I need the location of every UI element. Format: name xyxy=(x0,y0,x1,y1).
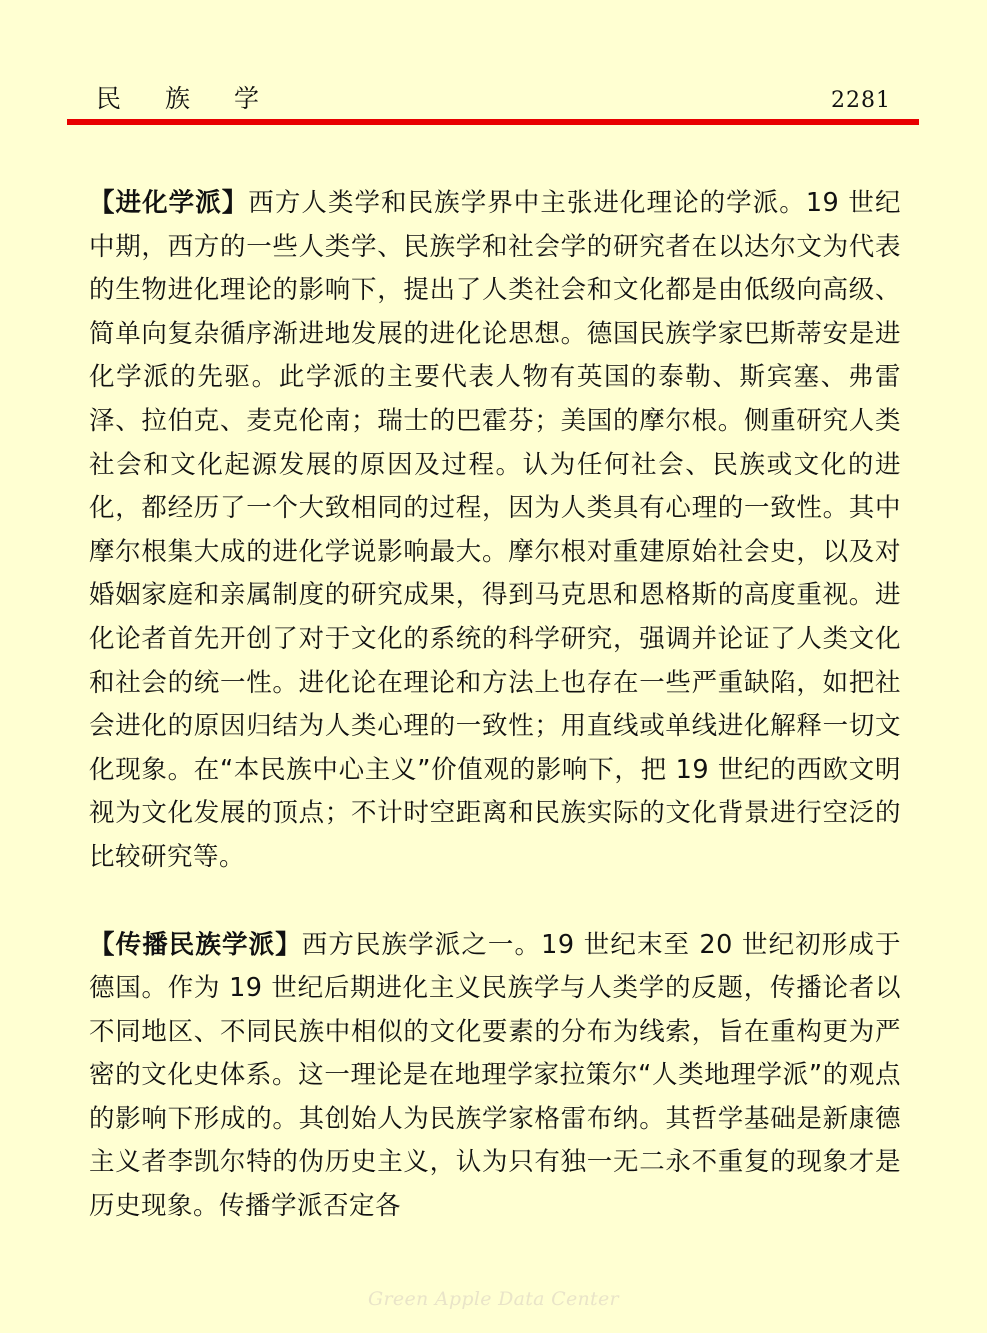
header-rule xyxy=(67,119,919,125)
entry-term: 【传播民族学派】 xyxy=(89,929,302,960)
entry-definition: 西方民族学派之一。19 世纪末至 20 世纪初形成于德国。作为 19 世纪后期进化主义民族学与人类学的反题，传播论者以不同地区、不同民族中相似的文化要素的分布为线索，旨在重构更为严密的文化史体系。这一理论是在地理学家拉策尔“人类地理学派”的观点的影响下形成的。其创始人为民族学家格雷布纳。其哲学基础是新康德主义者李凯尔特的伪历史主义，认为只有独一无二永不重复的现象才是历史现象。传播学派否定各 xyxy=(89,929,901,1222)
page-number: 2281 xyxy=(831,88,891,113)
entry-definition: 西方人类学和民族学界中主张进化理论的学派。19 世纪中期，西方的一些人类学、民族学和社会学的研究者在以达尔文为代表的生物进化理论的影响下，提出了人类社会和文化都是由低级向高级、简单向复杂循序渐进地发展的进化论思想。德国民族学家巴斯蒂安是进化学派的先驱。此学派的主要代表人物有英国的泰勒、斯宾塞、弗雷泽、拉伯克、麦克伦南；瑞士的巴霍芬；美国的摩尔根。侧重研究人类社会和文化起源发展的原因及过程。认为任何社会、民族或文化的进化，都经历了一个大致相同的过程，因为人类具有心理的一致性。其中摩尔根集大成的进化学说影响最大。摩尔根对重建原始社会史，以及对婚姻家庭和亲属制度的研究成果，得到马克思和恩格斯的高度重视。进化论者首先开创了对于文化的系统的科学研究，强调并论证了人类文化和社会的统一性。进化论在理论和方法上也存在一些严重缺陷，如把社会进化的原因归结为人类心理的一致性；用直线或单线进化解释一切文化现象。在“本民族中心主义”价值观的影响下，把 19 世纪的西欧文明视为文化发展的顶点；不计时空距离和民族实际的文化背景进行空泛的比较研究等。 xyxy=(89,188,901,872)
entry-evolutionism xyxy=(89,182,901,880)
running-header-title: 民族学 xyxy=(96,84,304,113)
watermark: Green Apple Data Center xyxy=(368,1288,619,1310)
entry-term: 【进化学派】 xyxy=(89,188,249,218)
entry-diffusionism xyxy=(89,924,901,1229)
dictionary-body xyxy=(89,182,901,1273)
